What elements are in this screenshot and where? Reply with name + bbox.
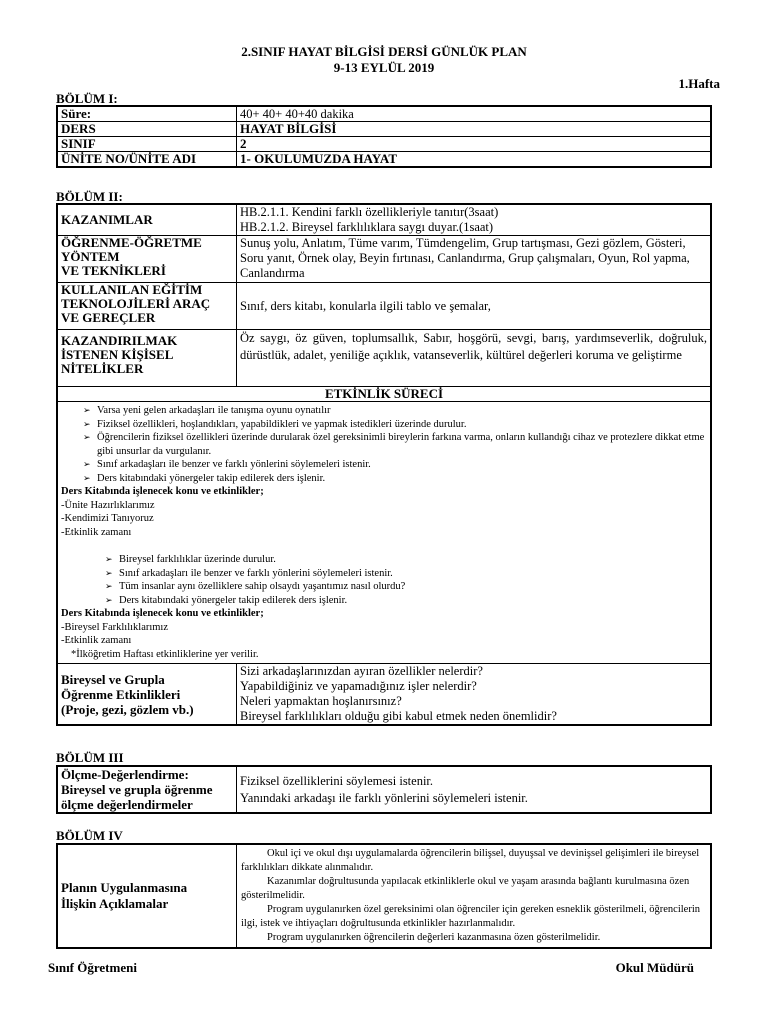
section4-table	[56, 843, 712, 949]
table-row	[57, 236, 711, 283]
grup-label	[57, 664, 237, 726]
paragraph: Okul içi ve okul dışı uygulamalarda öğrencilerin bilişsel, duyuşsal ve devinişsel gelişimleri ile bireysel farklılıkları dikkate alınmalıdır.	[241, 848, 700, 873]
activity-list-1	[61, 404, 707, 485]
list-item: -Etkinlik zamanı	[61, 526, 132, 538]
arac-label	[57, 283, 237, 330]
list-item: ➢ Ders kitabındaki yönergeler takip edilerek ders işlenir.	[61, 594, 707, 608]
arac-value: Sınıf, ders kitabı, konularla ilgili tablo ve şemalar,	[237, 283, 712, 330]
table-row	[57, 106, 711, 122]
list-item: Yapabildiğiniz ve yapamadığınız işler nelerdir?	[240, 679, 477, 693]
nitelik-label-line: İSTENEN KİŞİSEL	[61, 347, 174, 362]
nitelik-label-line: KAZANDIRILMAK	[61, 333, 178, 348]
arac-label-line: TEKNOLOJİLERİ ARAÇ	[61, 296, 211, 311]
list-item: Sizi arkadaşlarınızdan ayıran özellikler nelerdir?	[240, 664, 483, 678]
yontem-label-line: YÖNTEM	[61, 249, 120, 264]
kazanim-item: HB.2.1.1. Kendini farklı özellikleriyle tanıtır(3saat)	[240, 205, 499, 219]
olcme-values	[237, 766, 712, 813]
list-item: ➢ Sınıf arkadaşları ile benzer ve farklı yönlerini söylemeleri istenir.	[61, 567, 707, 581]
yontem-value: Sunuş yolu, Anlatım, Tüme varım, Tümdengelim, Grup tartışması, Gezi gözlem, Gösteri, Soru yanıt, Örnek olay, Beyin fırtınası, Canlandırma, Grup çalışmaları, Oyun, Rol yapma, Canlandırma	[237, 236, 712, 283]
table-row	[57, 330, 711, 387]
section3-heading: BÖLÜM III	[56, 750, 124, 765]
yontem-label-line: VE TEKNİKLERİ	[61, 263, 166, 278]
table-row	[57, 283, 711, 330]
table-row	[57, 664, 711, 726]
ders-value: HAYAT BİLGİSİ	[237, 122, 712, 137]
section4-heading: BÖLÜM IV	[56, 828, 123, 843]
list-item: -Kendimizi Tanıyoruz	[61, 513, 154, 524]
sinif-label: SINIF	[57, 137, 237, 152]
page-date: 9-13 EYLÜL 2019	[333, 60, 435, 75]
grup-label-line: Öğrenme Etkinlikleri	[61, 686, 181, 702]
nitelik-label	[57, 330, 237, 387]
unite-value: 1- OKULUMUZDA HAYAT	[237, 152, 712, 168]
list-item: Yanındaki arkadaşı ile farklı yönlerini söylemeleri istenir.	[240, 790, 528, 805]
kitap1-heading: Ders Kitabında işlenecek konu ve etkinlikler;	[61, 486, 264, 497]
olcme-label	[57, 766, 237, 813]
section1-table	[56, 105, 712, 168]
list-item: Fiziksel özelliklerini söylemesi istenir.	[240, 773, 434, 788]
aciklama-label	[57, 844, 237, 948]
section2-table	[56, 203, 712, 726]
principal-signature-label: Okul Müdürü	[615, 960, 694, 975]
yontem-label-line: ÖĞRENME-ÖĞRETME	[61, 235, 202, 250]
table-row	[57, 766, 711, 813]
grup-label-line: (Proje, gezi, gözlem vb.)	[61, 701, 194, 717]
list-item: -Bireysel Farklılıklarımız	[61, 621, 169, 633]
table-row	[57, 152, 711, 168]
paragraph: Program uygulanırken öğrencilerin değerleri kazanmasına özen gösterilmelidir.	[267, 932, 601, 943]
paragraph: Kazanımlar doğrultusunda yapılacak etkinliklerle okul ve yaşam arasında bağlantı kurulmasına özen gösterilmelidir.	[241, 876, 690, 901]
list-item: ➢ Ders kitabındaki yönergeler takip edilerek ders işlenir.	[61, 472, 707, 486]
sinif-value: 2	[237, 137, 712, 152]
grup-values	[237, 664, 712, 726]
grup-label-line: Bireysel ve Grupla	[61, 671, 165, 687]
yontem-label	[57, 236, 237, 283]
week-label: 1.Hafta	[678, 76, 720, 91]
list-item: -Etkinlik zamanı	[61, 635, 132, 646]
note: *İlköğretim Haftası etkinliklerine yer verilir.	[71, 648, 259, 660]
kazanim-item: HB.2.1.2. Bireysel farklılıklara saygı duyar.(1saat)	[240, 220, 494, 234]
section1-heading: BÖLÜM I:	[56, 91, 118, 106]
arac-label-line: KULLANILAN EĞİTİM	[61, 282, 203, 297]
olcme-label-line: Ölçme-Değerlendirme:	[61, 767, 189, 782]
arac-label-line: VE GEREÇLER	[61, 310, 156, 325]
table-row	[57, 387, 711, 402]
aciklama-values	[237, 844, 712, 948]
ders-label: DERS	[57, 122, 237, 137]
table-row	[57, 122, 711, 137]
aciklama-label-line: Planın Uygulanmasına	[61, 880, 188, 895]
activity-list-2	[61, 553, 707, 607]
table-row	[57, 204, 711, 236]
aciklama-label-line: İlişkin Açıklamalar	[61, 896, 169, 911]
list-item: ➢ Sınıf arkadaşları ile benzer ve farklı yönlerini söylemeleri istenir.	[61, 458, 707, 472]
list-item: ➢ Bireysel farklılıklar üzerinde durulur.	[61, 553, 707, 567]
etkinlik-title: ETKİNLİK SÜRECİ	[57, 387, 711, 402]
kazanimlar-label: KAZANIMLAR	[57, 204, 237, 236]
list-item: ➢ Tüm insanlar aynı özelliklere sahip olsaydı yaşantımız nasıl olurdu?	[61, 580, 707, 594]
list-item: -Ünite Hazırlıklarımız	[61, 499, 155, 511]
list-item: ➢ Fiziksel özellikleri, hoşlandıkları, yapabildikleri ve yapmak istedikleri üzerinde durulur.	[61, 418, 707, 432]
section3-table	[56, 765, 712, 814]
list-item: Neleri yapmaktan hoşlanırsınız?	[240, 694, 402, 708]
teacher-signature-label: Sınıf Öğretmeni	[48, 960, 137, 975]
list-item: ➢ Varsa yeni gelen arkadaşları ile tanışma oyunu oynatılır	[61, 404, 707, 418]
page-title: 2.SINIF HAYAT BİLGİSİ DERSİ GÜNLÜK PLAN	[241, 44, 527, 59]
list-item: Bireysel farklılıkları olduğu gibi kabul etmek neden önemlidir?	[240, 709, 557, 723]
table-row	[57, 137, 711, 152]
kitap2-heading: Ders Kitabında işlenecek konu ve etkinlikler;	[61, 608, 264, 619]
table-row	[57, 844, 711, 948]
olcme-label-line: ölçme değerlendirmeler	[61, 797, 193, 812]
olcme-label-line: Bireysel ve grupla öğrenme	[61, 782, 213, 797]
nitelik-value: Öz saygı, öz güven, toplumsallık, Sabır, hoşgörü, sevgi, barış, yardımseverlik, doğruluk, dürüstlük, adalet, yeniliğe açıklık, vatanseverlik, kültürel değerleri koruma ve geliştirme	[237, 330, 712, 387]
kazanimlar-value	[237, 204, 712, 236]
list-item: ➢ Öğrencilerin fiziksel özellikleri üzerinde durularak özel gereksinimli bireylerin farkına varma, onların kullandığı cihaz ve protezlere dikkat etme gibi unsurlar da vurgulanır.	[61, 431, 707, 458]
nitelik-label-line: NİTELİKLER	[61, 361, 144, 376]
section2-heading: BÖLÜM II:	[56, 189, 123, 204]
table-row	[57, 402, 711, 664]
paragraph: Program uygulanırken özel gereksinimi olan öğrenciler için gereken esneklik gösterilmeli, öğrencilerin ilgi, istek ve ihtiyaçları doğrultusunda etkinlikler hazırlanmalıdır.	[241, 904, 700, 929]
unite-label: ÜNİTE NO/ÜNİTE ADI	[57, 152, 237, 168]
sure-label: Süre:	[57, 106, 237, 122]
etkinlik-content	[57, 402, 711, 664]
sure-value: 40+ 40+ 40+40 dakika	[237, 106, 712, 122]
